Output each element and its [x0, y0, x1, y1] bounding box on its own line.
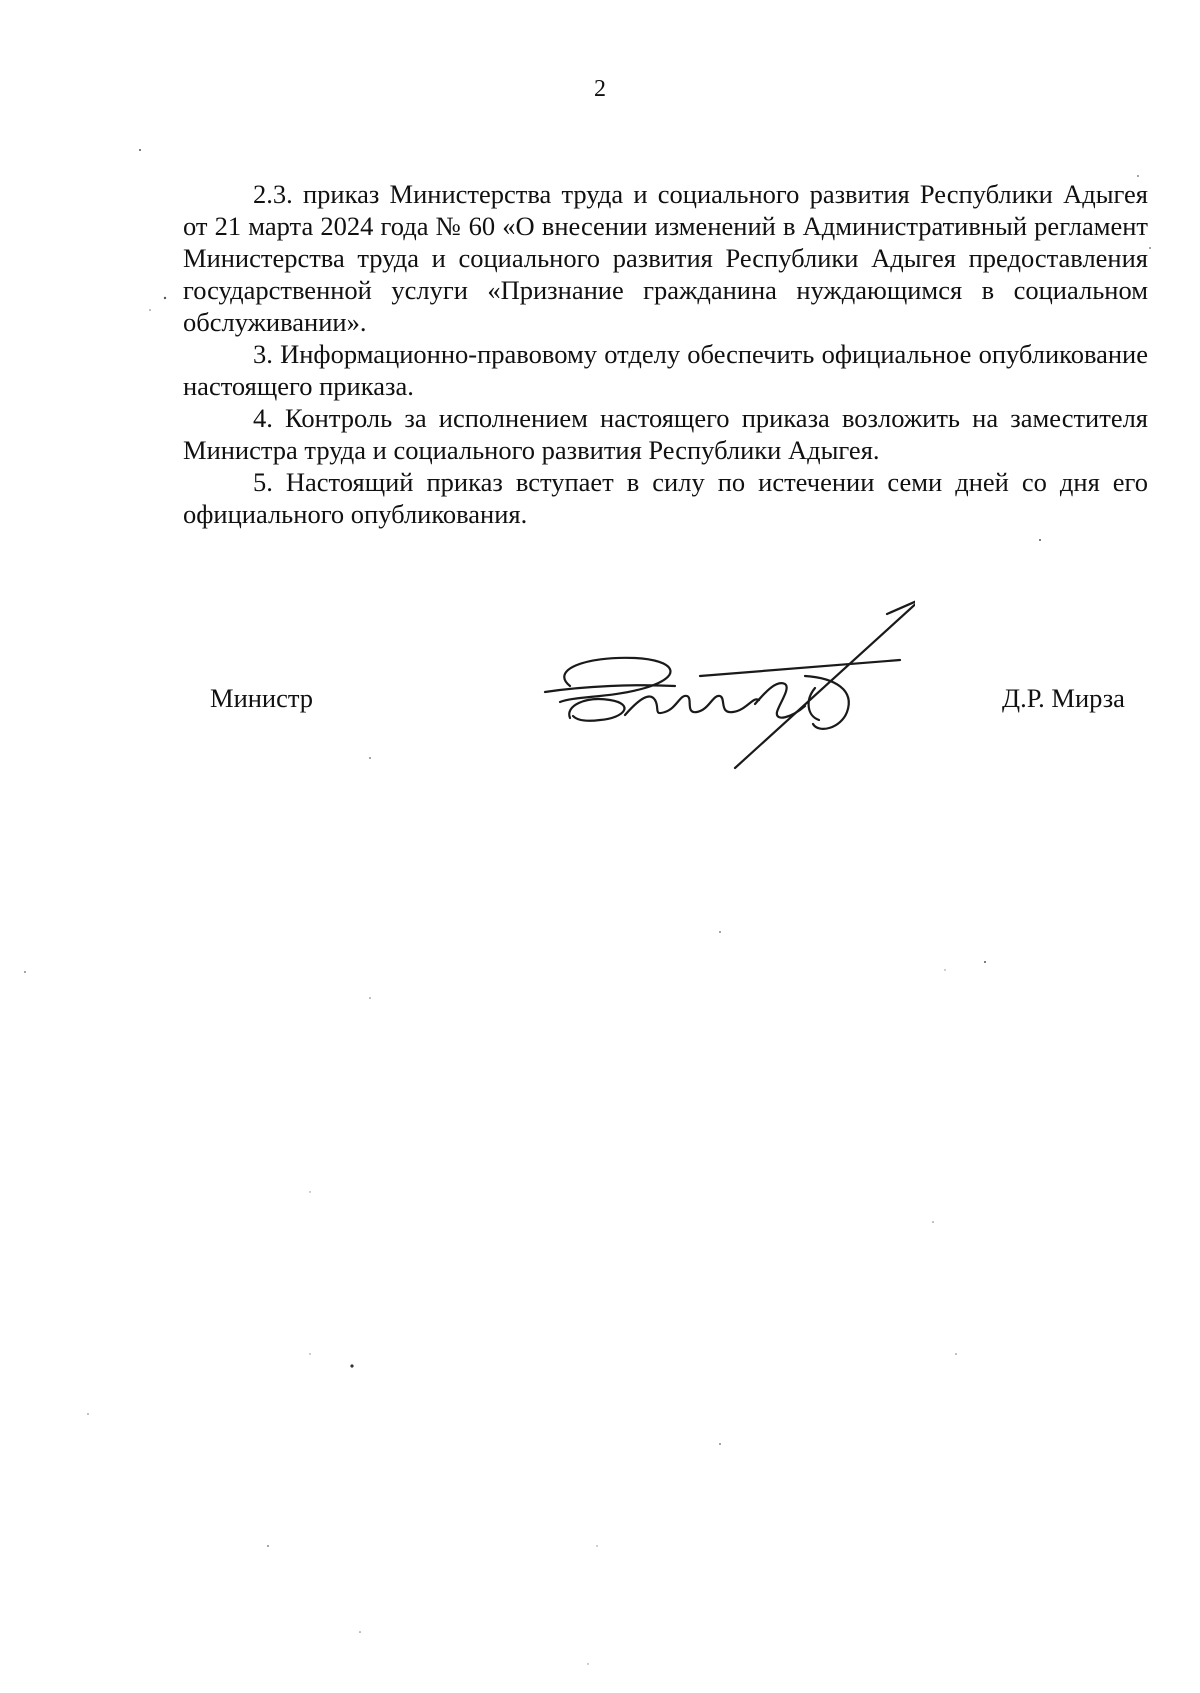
speck: [164, 297, 166, 299]
signer-name: Д.Р. Мирза: [1002, 683, 1125, 713]
speck: [139, 149, 141, 151]
speck: [984, 961, 986, 963]
speck: [719, 1443, 721, 1445]
speck: [955, 1353, 957, 1355]
speck: [369, 997, 371, 999]
paragraph-3: 3. Информационно-правовому отделу обеспечить официальное опубликование настоящего приказа.: [183, 339, 1148, 401]
speck: [1137, 175, 1139, 177]
speck: [587, 1663, 588, 1664]
speck: [1039, 539, 1041, 541]
speck: [267, 1545, 269, 1547]
paragraph-5: 5. Настоящий приказ вступает в силу по истечении семи дней со дня его официального опубликования.: [183, 467, 1148, 529]
speck: [719, 931, 721, 933]
handwritten-signature: [515, 600, 915, 770]
speck: [149, 309, 151, 311]
signer-position: Министр: [210, 683, 314, 713]
paragraph-2-3: 2.3. приказ Министерства труда и социального развития Республики Адыгея от 21 марта 2024 года № 60 «О внесении изменений в Административный регламент Министерства труда и социального развития Республики Адыгея предоставления государственной услуги «Признание гражданина нуждающимся в социальном обслуживании».: [183, 179, 1148, 337]
paragraph-4: 4. Контроль за исполнением настоящего приказа возложить на заместителя Министра труда и социального развития Республики Адыгея.: [183, 403, 1148, 465]
speck: [1149, 247, 1151, 249]
speck: [944, 969, 945, 970]
speck: [309, 1353, 310, 1354]
speck: [596, 1545, 597, 1546]
speck: [87, 1413, 89, 1415]
speck: [932, 1221, 934, 1223]
document-body: [183, 178, 1148, 530]
speck: [350, 1364, 353, 1367]
speck: [309, 1191, 310, 1192]
speck: [359, 1631, 361, 1633]
speck: [24, 971, 26, 973]
signature-block: [0, 600, 1200, 780]
page-number: 2: [594, 76, 606, 102]
